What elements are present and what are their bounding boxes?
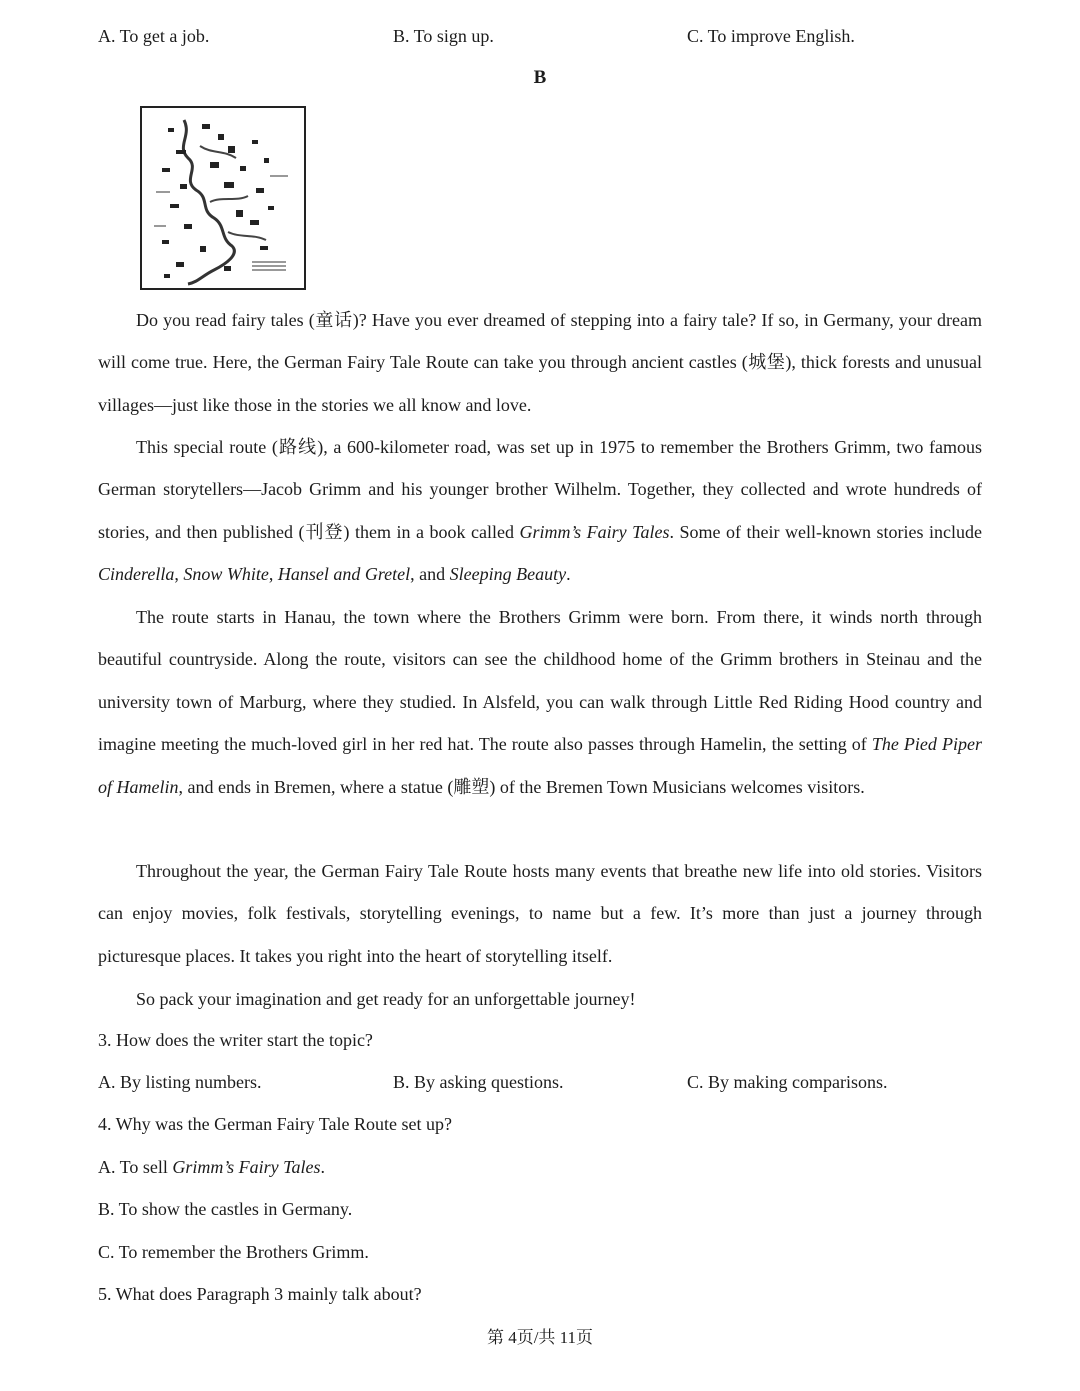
option-a[interactable]: A. To sell Grimm’s Fairy Tales. [98, 1157, 325, 1177]
fairy-tale-route-map-image [140, 106, 306, 290]
paragraph-2: This special route (路线), a 600-kilometer road, was set up in 1975 to remember the Brothers Grimm, two famous German storytellers—Jacob Grimm and his younger brother Wilhelm. Together, they collected and wrote hundreds of stories, and then published (刊登) them in a book called Grimm’s Fairy Tales. Some of their well-known stories include Cinderella, Snow White, Hansel and Gretel, and Sleeping Beauty. [98, 437, 982, 585]
option-b[interactable]: B. By asking questions. [393, 1072, 564, 1092]
story-title: Snow White [183, 564, 269, 585]
option-c[interactable]: C. By making comparisons. [687, 1072, 888, 1092]
question-3-stem: 3. How does the writer start the topic? [98, 1030, 373, 1050]
story-title: Hansel and Gretel [277, 564, 411, 585]
page-footer: 第 4页/共 11页 [486, 1328, 594, 1347]
paragraph-1: Do you read fairy tales (童话)? Have you ever dreamed of stepping into a fairy tale? If so, in Germany, your dream will come true. Here, the German Fairy Tale Route can take you through ancient castles (城堡), thick forests and unusual villages—just like those in the stories we all know and love. [98, 310, 982, 415]
option-b[interactable]: B. To sign up. [393, 26, 494, 46]
story-title: The Pied Piper of Hamelin [98, 734, 982, 797]
question-2-options [98, 26, 998, 50]
option-a[interactable]: A. To get a job. [98, 26, 210, 46]
story-title: Sleeping Beauty [449, 564, 567, 585]
paragraph-5: So pack your imagination and get ready for an unforgettable journey! [136, 989, 636, 1009]
story-title: Cinderella [98, 564, 175, 585]
question-5-stem: 5. What does Paragraph 3 mainly talk about? [98, 1284, 422, 1304]
option-c[interactable]: C. To remember the Brothers Grimm. [98, 1242, 369, 1262]
paragraph-4: Throughout the year, the German Fairy Tale Route hosts many events that breathe new life into old stories. Visitors can enjoy movies, folk festivals, storytelling evenings, to name but a few. It’s more than just a journey through picturesque places. It takes you right into the heart of storytelling itself. [98, 861, 982, 966]
option-b[interactable]: B. To show the castles in Germany. [98, 1199, 353, 1219]
section-title: B [533, 67, 547, 88]
paragraph-3: The route starts in Hanau, the town where the Brothers Grimm were born. From there, it winds north through beautiful countryside. Along the route, visitors can see the childhood home of the Grimm brothers in Steinau and the university town of Marburg, where they studied. In Alsfeld, you can walk through Little Red Riding Hood country and imagine meeting the much-loved girl in her red hat. The route also passes through Hamelin, the setting of The Pied Piper of Hamelin, and ends in Bremen, where a statue (雕塑) of the Bremen Town Musicians welcomes visitors. [98, 607, 982, 797]
book-title: Grimm’s Fairy Tales [172, 1157, 321, 1177]
question-3-options [98, 1072, 998, 1096]
option-a[interactable]: A. By listing numbers. [98, 1072, 262, 1092]
question-4-stem: 4. Why was the German Fairy Tale Route set up? [98, 1114, 452, 1134]
option-c[interactable]: C. To improve English. [687, 26, 855, 46]
book-title: Grimm’s Fairy Tales [519, 521, 670, 542]
